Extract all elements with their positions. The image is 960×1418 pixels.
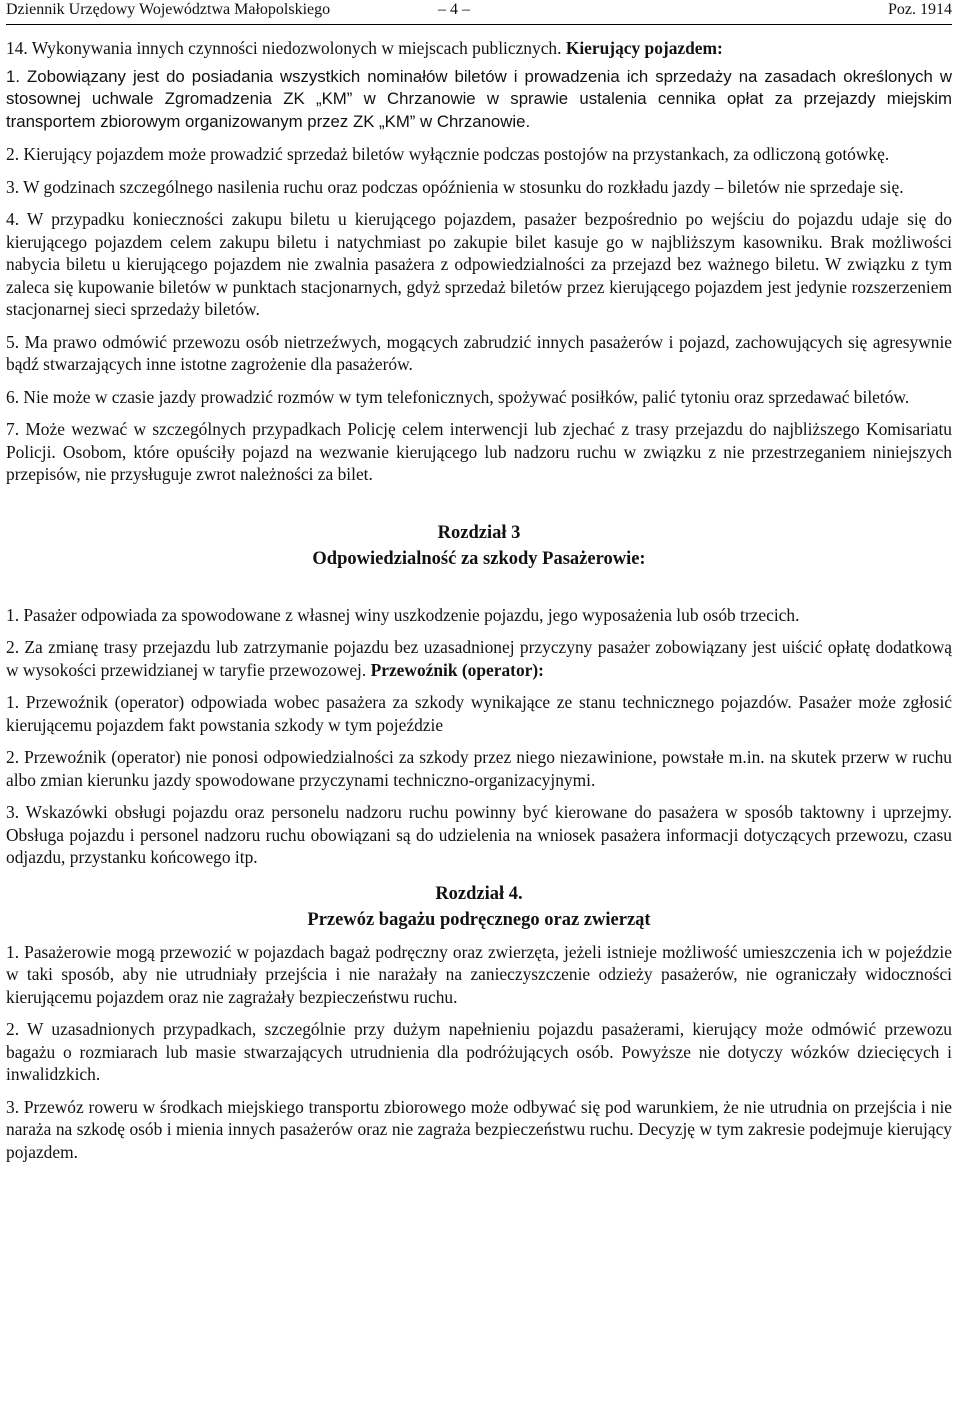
page-header xyxy=(6,0,952,25)
page-number: – 4 – xyxy=(438,1,470,18)
chapter-4-subtitle: Przewóz bagażu podręcznego oraz zwierząt xyxy=(307,909,651,930)
carrier-item-2: 2. Przewoźnik (operator) nie ponosi odpowiedzialności za szkody przez niego niezawinione, powstałe m.in. na skutek przerw w ruchu albo zmian kierunku jazdy spowodowane przyczynami techniczno-organizacyjnymi. xyxy=(6,747,952,790)
baggage-item-1: 1. Pasażerowie mogą przewozić w pojazdach bagaż podręczny oraz zwierzęta, jeżeli istnieje możliwość umieszczenia ich w pojeździe w taki sposób, aby nie utrudniały przejścia i nie narażały na zanieczyszczenie odzieży pasażerów, nie ograniczały widoczności kierującemu pojazdem oraz nie zagrażały bezpieczeństwu ruchu. xyxy=(6,941,952,1007)
driver-item-5: 5. Ma prawo odmówić przewozu osób nietrzeźwych, mogących zabrudzić innych pasażerów i pojazd, zachowujących się agresywnie bądź stwarzających inne istotne zagrożenie dla pasażerów. xyxy=(6,331,952,374)
chapter-3-subtitle: Odpowiedzialność za szkody Pasażerowie: xyxy=(312,548,646,569)
driver-item-4: 4. W przypadku konieczności zakupu biletu u kierującego pojazdem, pasażer bezpośrednio po wejściu do pojazdu udaje się do kierującego pojazdem celem zakupu biletu i natychmiast po zakupie bilet kasuje go w najbliższym kasowniku. Brak możliwości nabycia biletu u kierującego pojazdem nie zwalnia pasażera z odpowiedzialności za przejazd bez ważnego biletu. W związku z tym zaleca się kupowanie biletów w punktach stacjonarnych, gdyż sprzedaż biletów przez kierującego pojazdem jest jedynie rozszerzeniem stacjonarnej sieci sprzedaży biletów. xyxy=(6,209,952,319)
passenger-item-1: 1. Pasażer odpowiada za spowodowane z własnej winy uszkodzenie pojazdu, jego wyposażenia lub osób trzecich. xyxy=(6,604,800,625)
driver-item-1: 1. Zobowiązany jest do posiadania wszystkich nominałów biletów i prowadzenia ich sprzedaży na zasadach określonych w stosownej uchwale Zgromadzenia ZK „KM” w Chrzanowie w sprawie ustalenia cennika opłat za przejazdy miejskim transportem zbiorowym organizowanym przez ZK „KM” w Chrzanowie. xyxy=(6,66,952,131)
journal-title: Dziennik Urzędowy Województwa Małopolskiego xyxy=(6,1,331,18)
passenger-item-2 xyxy=(6,636,952,681)
baggage-item-2: 2. W uzasadnionych przypadkach, szczególnie przy dużym napełnieniu pojazdu pasażerami, kierujący może odmówić przewozu bagażu o rozmiarach lub masie stwarzających utrudnienia dla podróżujących osób. Powyższe nie dotyczy wózków dziecięcych i inwalidzkich. xyxy=(6,1019,952,1084)
section-14-text: 14. Wykonywania innych czynności niedozwolonych w miejscach publicznych. xyxy=(6,38,562,58)
passenger-item-2-text: 2. Za zmianę trasy przejazdu lub zatrzymanie pojazdu bez uzasadnionej przyczyny pasażer zobowiązany jest uiścić opłatę dodatkową w wysokości przewidzianej w taryfie przewozowej. xyxy=(6,637,952,680)
driver-item-6: 6. Nie może w czasie jazdy prowadzić rozmów w tym telefonicznych, spożywać posiłków, palić tytoniu oraz sprzedawać biletów. xyxy=(6,386,910,407)
carrier-item-1: 1. Przewoźnik (operator) odpowiada wobec pasażera za szkody wynikające ze stanu technicznego pojazdów. Pasażer może zgłosić kierującemu pojazdem fakt powstania szkody w tym pojeździe xyxy=(6,692,952,735)
chapter-3-title: Rozdział 3 xyxy=(437,522,521,543)
driver-heading: Kierujący pojazdem: xyxy=(565,38,723,58)
driver-item-2: 2. Kierujący pojazdem może prowadzić sprzedaż biletów wyłącznie podczas postojów na przystankach, za odliczoną gotówkę. xyxy=(6,144,890,164)
driver-item-7: 7. Może wezwać w szczególnych przypadkach Policję celem interwencji lub zjechać z trasy przejazdu do najbliższego Komisariatu Policji. Osobom, które opuściły pojazd na wezwanie kierującego lub nadzoru ruchu w związku z nie przestrzeganiem niniejszych przepisów, nie przysługuje zwrot należności za bilet. xyxy=(6,419,952,484)
position-number: Poz. 1914 xyxy=(888,1,952,18)
section-14 xyxy=(6,37,952,60)
chapter-4-title: Rozdział 4. xyxy=(435,883,523,904)
baggage-item-3: 3. Przewóz roweru w środkach miejskiego transportu zbiorowego może odbywać się pod warunkiem, że nie utrudnia on przejścia i nie naraża na szkodę osób i mienia innych pasażerów oraz nie zagraża bezpieczeństwu ruchu. Decyzję w tym zakresie podejmuje kierujący pojazdem. xyxy=(6,1096,952,1162)
driver-item-3: 3. W godzinach szczególnego nasilenia ruchu oraz podczas opóźnienia w stosunku do rozkładu jazdy – biletów nie sprzedaje się. xyxy=(6,176,904,197)
document-body xyxy=(6,37,952,1163)
carrier-heading: Przewoźnik (operator): xyxy=(370,659,544,680)
carrier-item-3: 3. Wskazówki obsługi pojazdu oraz personelu nadzoru ruchu powinny być kierowane do pasażera w sposób taktowny i uprzejmy. Obsługa pojazdu i personel nadzoru ruchu obowiązani są do udzielenia na wniosek pasażera informacji dotyczących przewozu, czasu odjazdu, przystanku końcowego itp. xyxy=(6,802,952,867)
